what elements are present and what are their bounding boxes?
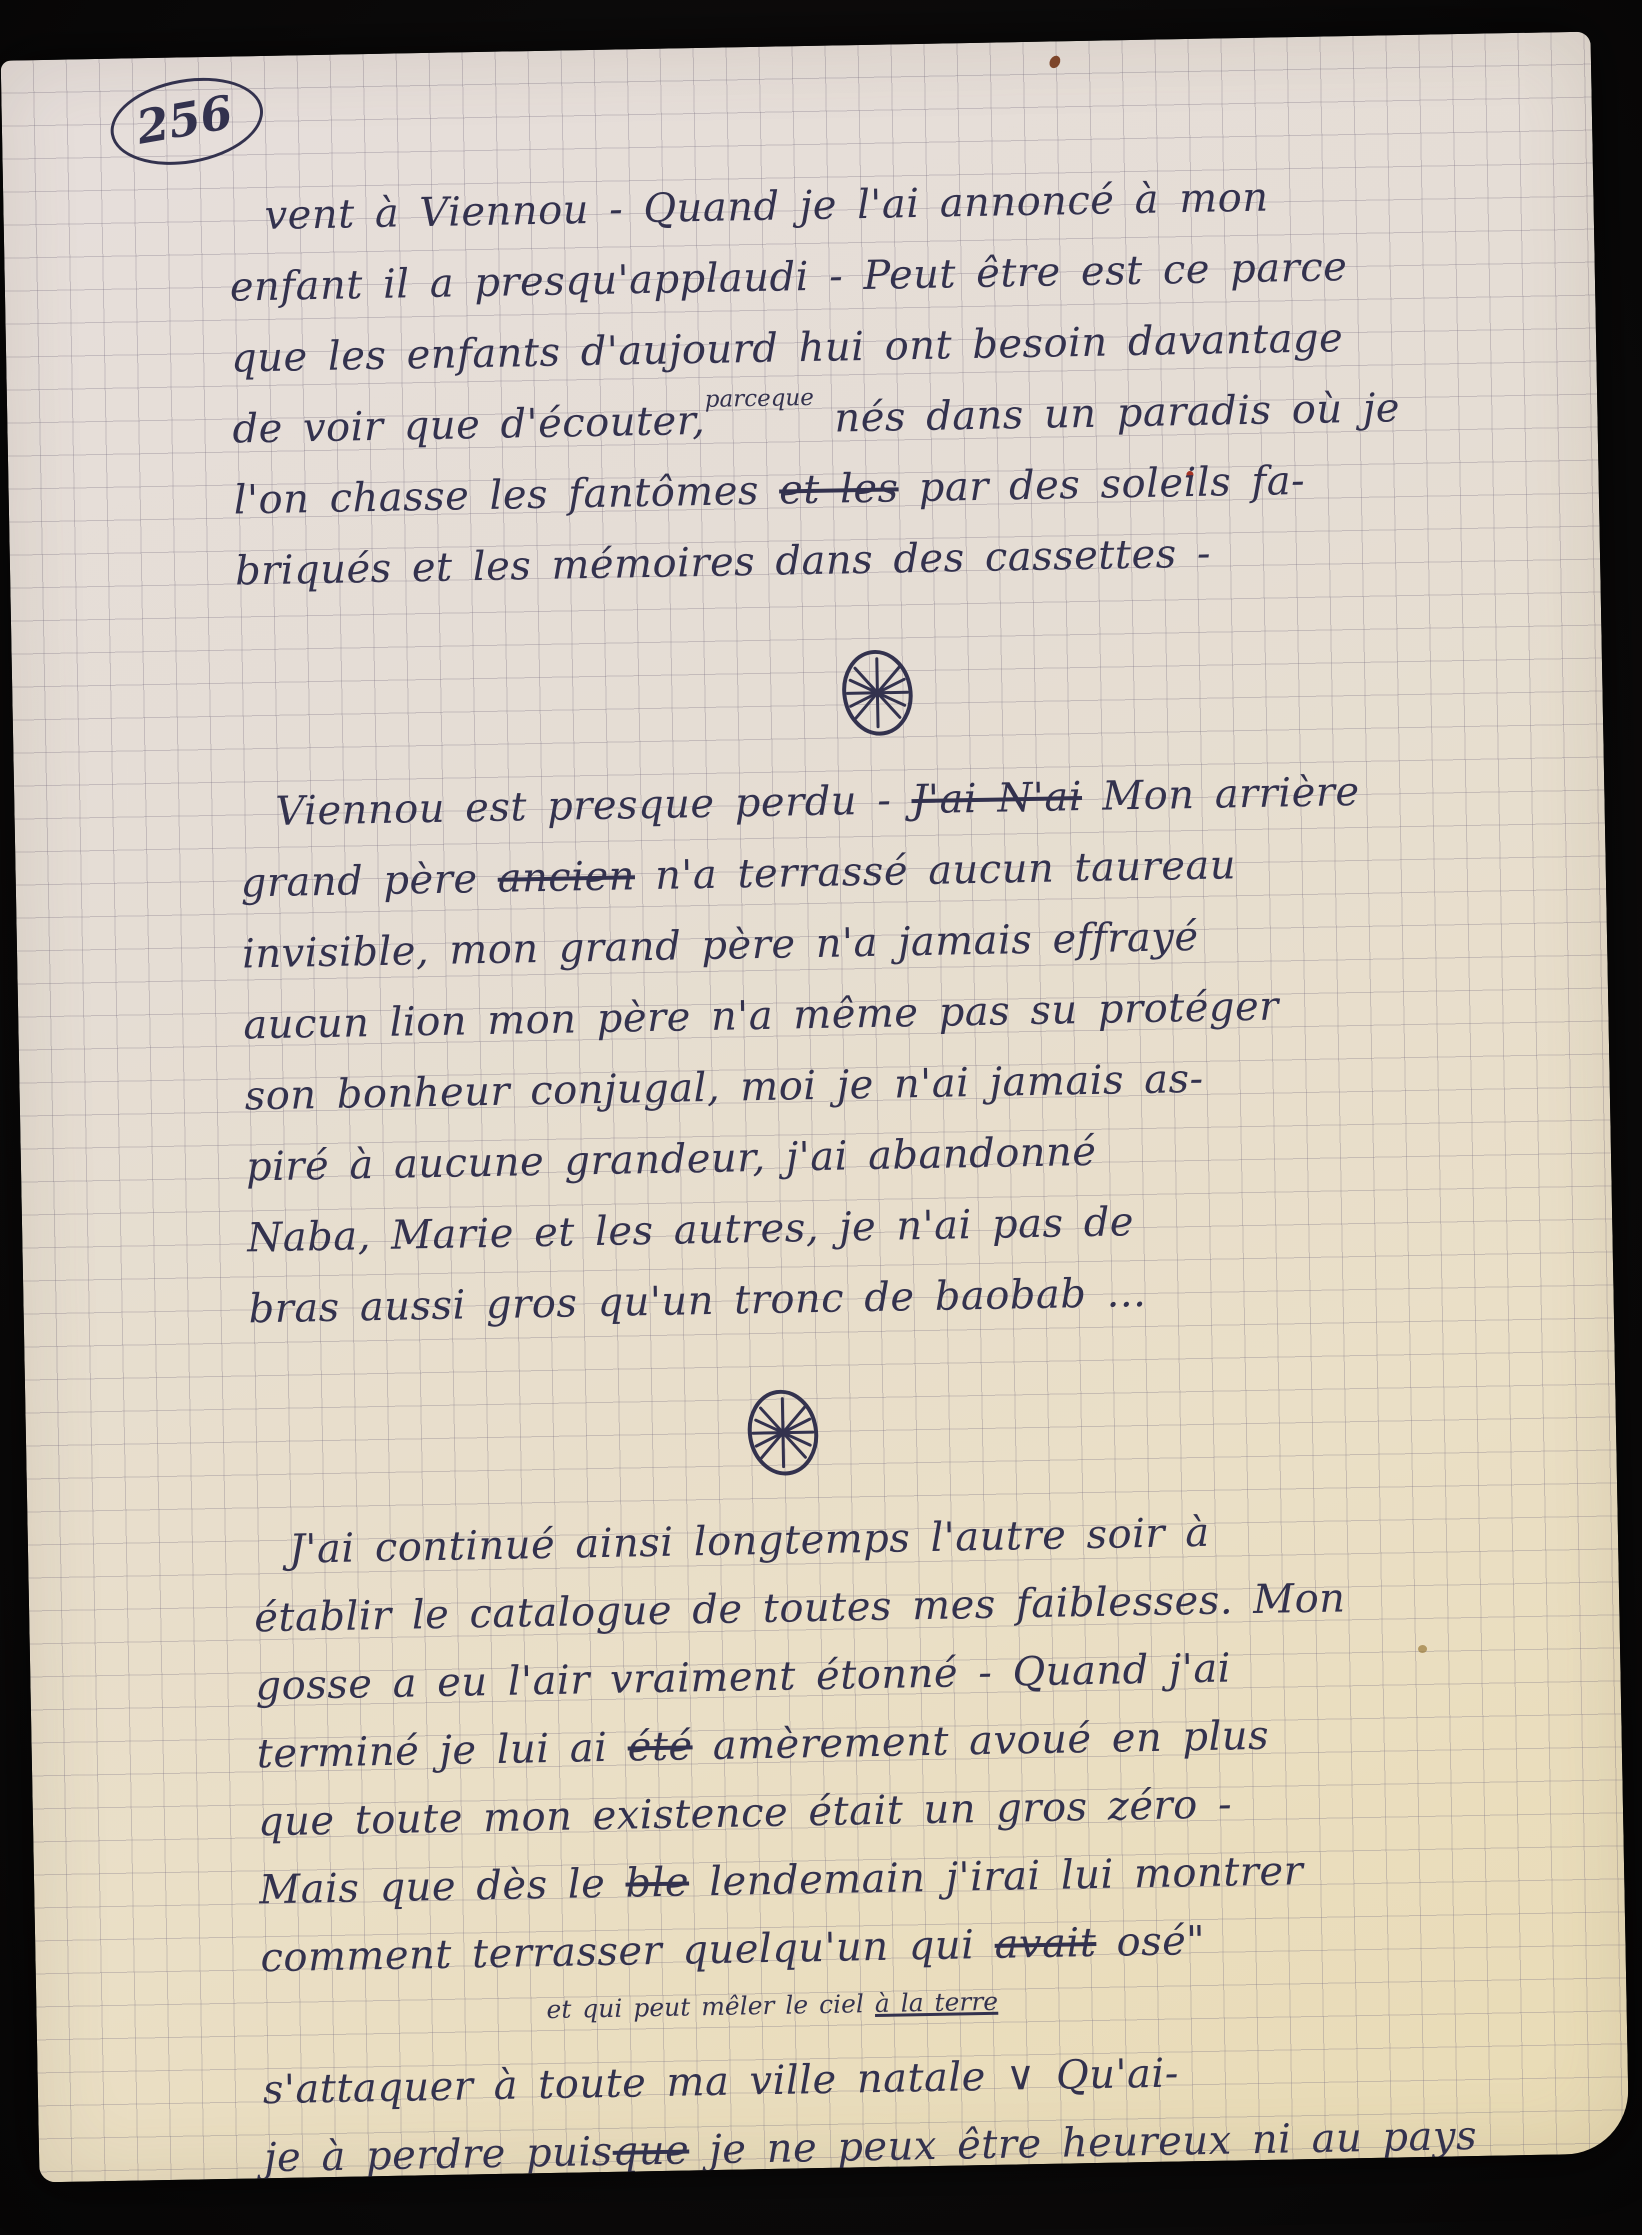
struck-text: et les (778, 465, 899, 514)
text-segment: nés dans un paradis où je (813, 385, 1401, 442)
text-segment: s'attaquer à toute ma ville natale ∨ Qu'ai- (262, 2050, 1180, 2114)
text-segment: vent à Viennou - Quand je l'ai annoncé à mon (264, 174, 1269, 239)
text-segment: grand père (240, 855, 499, 907)
text-segment: lendemain j'irai lui montrer (688, 1848, 1304, 1906)
text-segment: que toute mon existence était un gros zéro - (257, 1781, 1233, 1846)
star-doodle (742, 1371, 1612, 1479)
text-segment: invisible, mon grand père n'a jamais effrayé (241, 913, 1199, 978)
paper-stain (1047, 54, 1062, 70)
text-segment: Viennou est presque perdu - (275, 777, 912, 835)
text-segment: de voir que d'écouter, (232, 397, 706, 453)
manuscript-page (1, 32, 1630, 2183)
manuscript-body (228, 172, 1625, 2183)
struck-text: avait (994, 1919, 1097, 1968)
text-segment: piré à aucune grandeur, j'ai abandonné (245, 1128, 1097, 1191)
struck-text: été (627, 1723, 693, 1771)
paragraph (228, 172, 1596, 623)
text-segment: n'a terrassé aucun taureau (634, 842, 1237, 900)
text-segment: et qui peut mêler le ciel (546, 1989, 876, 2025)
star-icon (837, 646, 919, 739)
text-segment: parceque (704, 384, 815, 413)
text-segment: briqués et les mémoires dans des cassettes - (234, 530, 1212, 595)
page-number: 256 (104, 67, 270, 177)
text-segment: Naba, Marie et les autres, je n'ai pas de (246, 1199, 1135, 1262)
text-segment: établir le catalogue de toutes mes faiblesses. Mon (253, 1575, 1346, 1642)
struck-text: ancien (497, 853, 636, 902)
star-icon (742, 1386, 824, 1479)
text-segment: comment terrasser quelqu'un qui (260, 1921, 996, 1982)
struck-text: J'ai N'ai (911, 774, 1083, 824)
struck-text: ble (625, 1859, 690, 1907)
star-doodle (837, 634, 1599, 740)
text-segment: amèrement avoué en plus (692, 1712, 1270, 1770)
text-segment: l'on chasse les fantômes (233, 467, 780, 524)
text-segment: aucun lion mon père n'a même pas su protéger (242, 983, 1280, 1049)
text-segment: bras aussi gros qu'un tronc de baobab ... (248, 1269, 1147, 1333)
text-segment: par des soleils fa- (898, 457, 1306, 512)
paragraph (253, 1505, 1625, 2182)
paragraph (239, 768, 1609, 1361)
text-segment: J'ai continué ainsi longtemps l'autre soir à (288, 1509, 1210, 1573)
text-segment: enfant il a presqu'applaudi - Peut être est ce parce (229, 244, 1348, 311)
text-segment: à la terre (874, 1986, 999, 2019)
text-segment: je à perdre puis (263, 2128, 614, 2182)
text-segment: son bonheur conjugal, moi je n'ai jamais as- (244, 1055, 1205, 1120)
text-segment: je ne peux être heureux ni au pays (688, 2113, 1478, 2174)
text-segment: gosse a eu l'air vraiment étonné - Quand j'ai (255, 1645, 1232, 1710)
struck-text: que (612, 2127, 690, 2175)
text-segment: osé" (1095, 1917, 1206, 1966)
text-segment: Mais que dès le (258, 1860, 626, 1914)
text-segment: terminé je lui ai (256, 1724, 629, 1778)
text-segment: que les enfants d'aujourd hui ont besoin davantage (230, 315, 1344, 382)
text-segment: Mon arrière (1081, 768, 1360, 821)
